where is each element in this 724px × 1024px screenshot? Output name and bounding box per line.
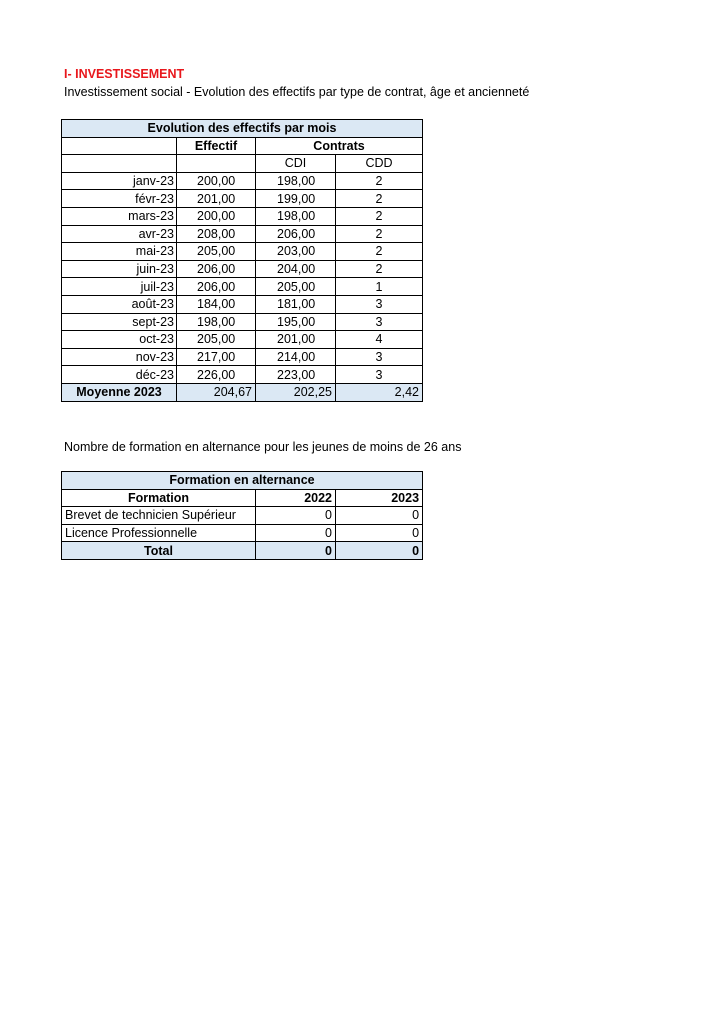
table-row xyxy=(62,172,423,190)
month-cell: mai-23 xyxy=(62,243,177,261)
cdd-cell: 2 xyxy=(336,172,423,190)
cdi-cell: 214,00 xyxy=(256,348,336,366)
effectif-cell: 206,00 xyxy=(177,260,256,278)
effectif-cell: 226,00 xyxy=(177,366,256,384)
value-2022-cell: 0 xyxy=(256,524,336,542)
effectif-cell: 206,00 xyxy=(177,278,256,296)
formation-cell: Licence Professionnelle xyxy=(62,524,256,542)
month-cell: nov-23 xyxy=(62,348,177,366)
table-row xyxy=(62,207,423,225)
cdd-cell: 3 xyxy=(336,348,423,366)
effectif-cell: 200,00 xyxy=(177,207,256,225)
cdi-cell: 199,00 xyxy=(256,190,336,208)
total-2023: 0 xyxy=(336,542,423,560)
total-2022: 0 xyxy=(256,542,336,560)
month-cell: sept-23 xyxy=(62,313,177,331)
cdi-cell: 204,00 xyxy=(256,260,336,278)
table-row xyxy=(62,295,423,313)
table-row xyxy=(62,313,423,331)
effectif-cell: 205,00 xyxy=(177,331,256,349)
effectif-cell: 208,00 xyxy=(177,225,256,243)
month-cell: déc-23 xyxy=(62,366,177,384)
table-row xyxy=(62,331,423,349)
table-row xyxy=(62,243,423,261)
cdi-cell: 181,00 xyxy=(256,295,336,313)
month-cell: oct-23 xyxy=(62,331,177,349)
total-label: Total xyxy=(62,542,256,560)
value-2022-cell: 0 xyxy=(256,507,336,525)
alternance-table-title: Formation en alternance xyxy=(62,472,423,490)
cdd-cell: 1 xyxy=(336,278,423,296)
cdi-cell: 223,00 xyxy=(256,366,336,384)
cdi-cell: 198,00 xyxy=(256,172,336,190)
col-2023-header: 2023 xyxy=(336,489,423,507)
col-cdi-header: CDI xyxy=(256,155,336,173)
table-row xyxy=(62,366,423,384)
month-cell: mars-23 xyxy=(62,207,177,225)
average-cdi: 202,25 xyxy=(256,383,336,401)
effectif-cell: 201,00 xyxy=(177,190,256,208)
cdd-cell: 2 xyxy=(336,260,423,278)
effectif-cell: 198,00 xyxy=(177,313,256,331)
cdi-cell: 205,00 xyxy=(256,278,336,296)
table-row xyxy=(62,524,423,542)
cdi-cell: 206,00 xyxy=(256,225,336,243)
table-row xyxy=(62,278,423,296)
value-2023-cell: 0 xyxy=(336,524,423,542)
effectifs-table xyxy=(61,119,423,402)
effectif-cell: 200,00 xyxy=(177,172,256,190)
col-cdd-header: CDD xyxy=(336,155,423,173)
average-label: Moyenne 2023 xyxy=(62,383,177,401)
col-formation-header: Formation xyxy=(62,489,256,507)
effectif-cell: 205,00 xyxy=(177,243,256,261)
table-row xyxy=(62,507,423,525)
cdd-cell: 3 xyxy=(336,366,423,384)
table-row xyxy=(62,348,423,366)
cdd-cell: 4 xyxy=(336,331,423,349)
alternance-table xyxy=(61,471,423,560)
cdd-cell: 2 xyxy=(336,225,423,243)
month-cell: févr-23 xyxy=(62,190,177,208)
cdd-cell: 2 xyxy=(336,243,423,261)
table-row xyxy=(62,260,423,278)
cdd-cell: 2 xyxy=(336,190,423,208)
col-contrats-header: Contrats xyxy=(256,137,423,155)
alternance-note: Nombre de formation en alternance pour les jeunes de moins de 26 ans xyxy=(64,440,462,454)
col-2022-header: 2022 xyxy=(256,489,336,507)
table-row xyxy=(62,225,423,243)
cdd-cell: 3 xyxy=(336,295,423,313)
cdd-cell: 2 xyxy=(336,207,423,225)
average-cdd: 2,42 xyxy=(336,383,423,401)
section-title: I- INVESTISSEMENT xyxy=(64,67,185,81)
cdi-cell: 195,00 xyxy=(256,313,336,331)
month-cell: août-23 xyxy=(62,295,177,313)
effectifs-table-title: Evolution des effectifs par mois xyxy=(62,120,423,138)
month-cell: janv-23 xyxy=(62,172,177,190)
section-subtitle: Investissement social - Evolution des effectifs par type de contrat, âge et ancienneté xyxy=(64,85,530,99)
cdi-cell: 203,00 xyxy=(256,243,336,261)
effectif-cell: 184,00 xyxy=(177,295,256,313)
cdi-cell: 201,00 xyxy=(256,331,336,349)
table-row xyxy=(62,190,423,208)
month-cell: juin-23 xyxy=(62,260,177,278)
formation-cell: Brevet de technicien Supérieur xyxy=(62,507,256,525)
value-2023-cell: 0 xyxy=(336,507,423,525)
average-effectif: 204,67 xyxy=(177,383,256,401)
month-cell: juil-23 xyxy=(62,278,177,296)
month-cell: avr-23 xyxy=(62,225,177,243)
cdi-cell: 198,00 xyxy=(256,207,336,225)
cdd-cell: 3 xyxy=(336,313,423,331)
effectif-cell: 217,00 xyxy=(177,348,256,366)
col-effectif-header: Effectif xyxy=(177,137,256,155)
